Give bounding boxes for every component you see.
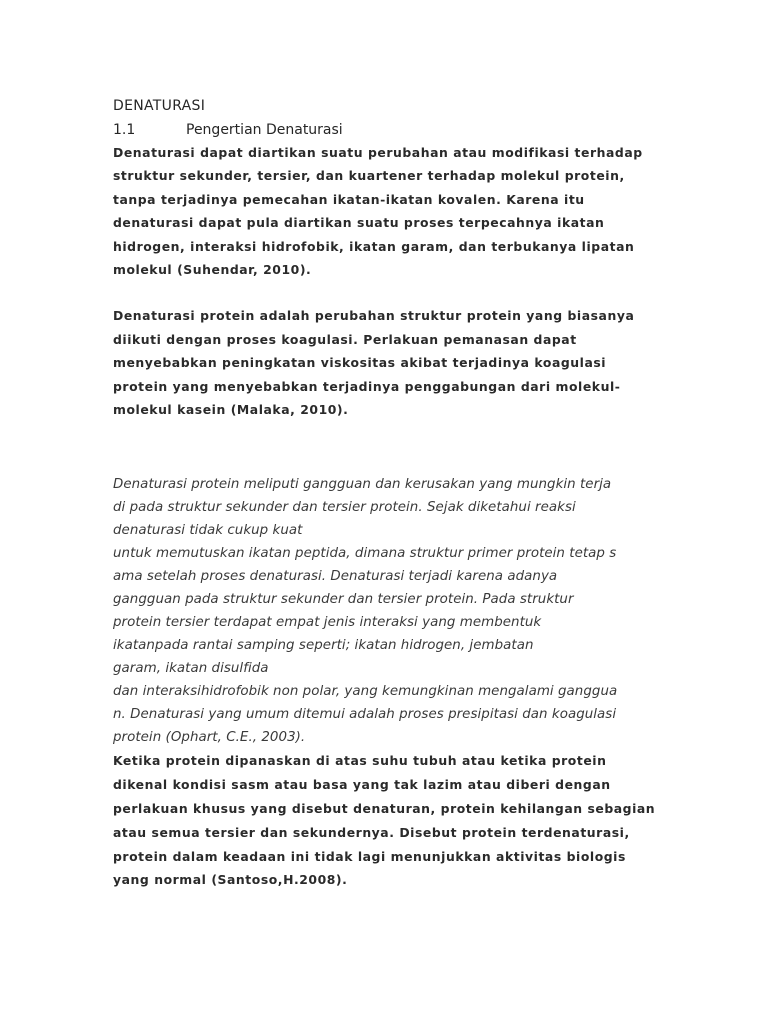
italic-line: gangguan pada struktur sekunder dan tersier protein. Pada struktur	[113, 592, 574, 608]
italic-line: protein tersier terdapat empat jenis interaksi yang membentuk	[113, 615, 542, 631]
document-page	[113, 96, 658, 892]
italic-line: ama setelah proses denaturasi. Denaturasi terjadi karena adanya	[113, 569, 558, 585]
italic-paragraph	[113, 473, 658, 749]
document-title: DENATURASI	[113, 98, 206, 114]
italic-line: ikatanpada rantai samping seperti; ikatan hidrogen, jembatan	[113, 638, 534, 654]
italic-line: garam, ikatan disulfida	[113, 661, 269, 677]
italic-line: di pada struktur sekunder dan tersier protein. Sejak diketahui reaksi	[113, 500, 576, 516]
italic-line: protein (Ophart, C.E., 2003).	[113, 730, 306, 746]
italic-line: dan interaksihidrofobik non polar, yang kemungkinan mengalami ganggua	[113, 684, 618, 700]
italic-line: untuk memutuskan ikatan peptida, dimana struktur primer protein tetap s	[113, 546, 617, 562]
italic-line: Denaturasi protein meliputi gangguan dan kerusakan yang mungkin terja	[113, 477, 612, 493]
section-number: 1.1	[113, 122, 136, 138]
italic-line: denaturasi tidak cukup kuat	[113, 523, 303, 539]
paragraph-1: Denaturasi dapat diartikan suatu perubahan atau modifikasi terhadap struktur sekunder, tersier, dan kuartener terhadap molekul protein, tanpa terjadinya pemecahan ikatan-ikatan kovalen. Karena itu denaturasi dapat pula diartikan suatu proses terpecahnya ikatan hidrogen, interaksi hidrofobik, ikatan garam, dan terbukanya lipatan molekul (Suhendar, 2010).	[113, 145, 643, 278]
section-title: Pengertian Denaturasi	[186, 122, 343, 138]
paragraph-3: Ketika protein dipanaskan di atas suhu tubuh atau ketika protein dikenal kondisi sasm atau basa yang tak lazim atau diberi dengan perlakuan khusus yang disebut denaturan, protein kehilangan sebagian atau semua tersier dan sekundernya. Disebut protein terdenaturasi, protein dalam keadaan ini tidak lagi menunjukkan aktivitas biologis yang normal (Santoso,H.2008).	[113, 753, 656, 888]
italic-line: n. Denaturasi yang umum ditemui adalah proses presipitasi dan koagulasi	[113, 707, 617, 723]
paragraph-2: Denaturasi protein adalah perubahan struktur protein yang biasanya diikuti dengan proses koagulasi. Perlakuan pemanasan dapat menyebabkan peningkatan viskositas akibat terjadinya koagulasi protein yang menyebabkan terjadinya penggabungan dari molekul-molekul kasein (Malaka, 2010).	[113, 308, 635, 418]
section-heading	[113, 120, 658, 140]
